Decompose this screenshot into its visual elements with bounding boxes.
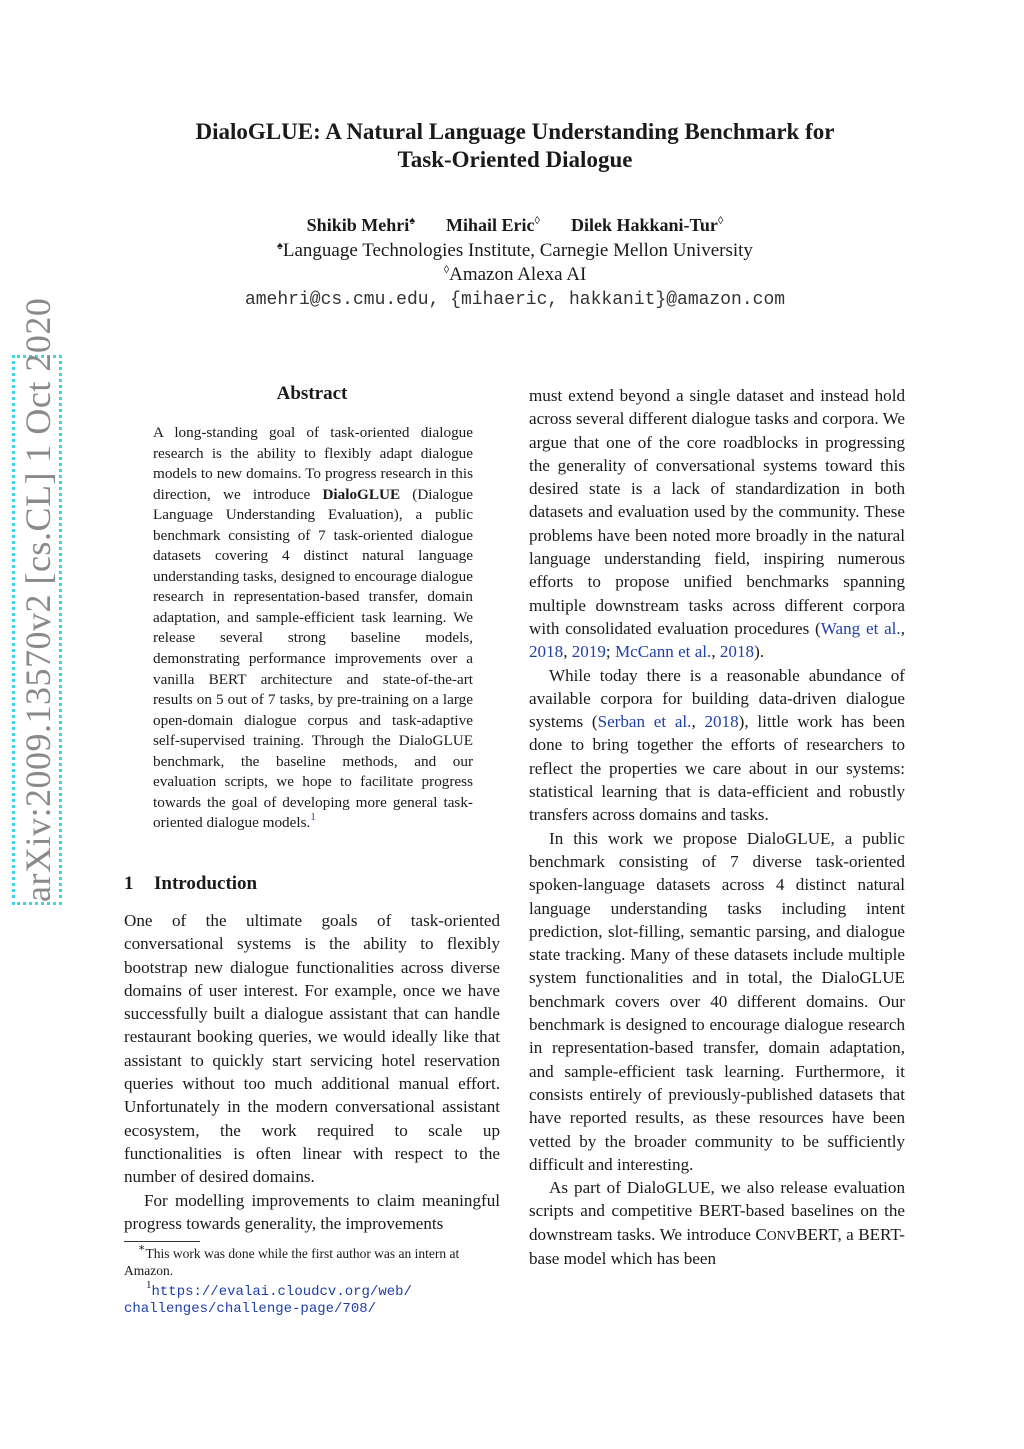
title-line-1: DialoGLUE: A Natural Language Understanding Benchmark for — [195, 119, 835, 144]
affiliation-amazon — [130, 263, 900, 287]
arxiv-stamp: arXiv:2009.13570v2 [cs.CL] 1 Oct 2020 — [12, 355, 62, 905]
affiliation-cmu — [130, 239, 900, 263]
right-paragraph-2: While today there is a reasonable abundance of available corpora for building data-driven dialogue systems (Serban et al., 2018), little work has been done to bring together the efforts of researchers to reflect the properties we care about in our systems: statistical learning that is data-efficient and robustly transfers across domains and tasks. — [529, 665, 906, 825]
citation-serban-2018[interactable]: 2018 — [704, 712, 739, 732]
citation-wang-2018[interactable]: 2018 — [529, 642, 564, 662]
diamond-mark: ◊ — [717, 215, 724, 227]
section-title: Introduction — [154, 873, 258, 894]
footnote-star-mark: ∗ — [138, 1242, 146, 1254]
spade-mark: ♠ — [409, 215, 416, 227]
convbert-bert: BERT — [796, 1224, 838, 1244]
right-paragraph-2-text-b: ), little work has been done to bring together the efforts of researchers to reflect the properties we care about in our systems: statistical learning that is data-efficient and robustly transfers across domains and tasks. — [529, 712, 906, 825]
convbert-onv: ONV — [766, 1227, 797, 1243]
footnote-divider — [124, 1241, 200, 1242]
author-eric: Mihail Eric — [446, 215, 535, 235]
section-number: 1 — [124, 873, 134, 894]
author-hakkani-tur: Dilek Hakkani-Tur — [570, 215, 718, 235]
left-column-body — [124, 909, 500, 1235]
citation-mccann-2018[interactable]: 2018 — [719, 642, 755, 662]
footnote-ref-1[interactable]: 1 — [310, 811, 316, 824]
right-paragraph-4-text-a: As part of DialoGLUE, we also release evaluation scripts and competitive BERT-based baselines on the downstream tasks. We introduce — [529, 1178, 905, 1244]
affiliation-cmu-text: Language Technologies Institute, Carnegie Mellon University — [282, 240, 753, 261]
intro-paragraph-1: One of the ultimate goals of task-oriented conversational systems is the ability to flexibly bootstrap new dialogue functionalities across diverse domains of user interest. For example, once we have successfully built a dialogue assistant that can handle restaurant booking queries, we would ideally like that assistant to quickly start servicing hotel reservation queries without too much additional manual effort. Unfortunately in the modern conversational assistant ecosystem, the work required to scale up functionalities is often linear with respect to the number of desired domains. — [124, 911, 500, 1187]
citation-wang[interactable]: Wang et al. — [820, 618, 901, 638]
section-heading-introduction — [124, 873, 257, 895]
spade-mark: ♠ — [277, 240, 283, 252]
right-paragraph-1-text: must extend beyond a single dataset and instead hold across several different dialogue tasks and corpora. We argue that one of the core roadblocks in progressing the generality of conversational systems toward this desired state is a lack of standardization in both datasets and evaluation used by the community. These problems have been noted more broadly in the natural language understanding field, inspiring numerous efforts to propose unified benchmarks spanning multiple downstream tasks across different corpora with consolidated evaluation procedures ( — [529, 386, 905, 638]
right-paragraph-4-text-b: , a BERT-base model which has been — [529, 1224, 905, 1268]
footnote-url-line-1[interactable]: https://evalai.cloudcv.org/web/ — [151, 1283, 412, 1300]
footnote-url-line-2[interactable]: challenges/challenge-page/708/ — [124, 1301, 377, 1318]
author-mehri: Shikib Mehri — [306, 215, 410, 235]
author-emails: amehri@cs.cmu.edu, {mihaeric, hakkanit}@amazon.com — [244, 290, 786, 310]
citation-serban[interactable]: Serban et al. — [597, 712, 692, 732]
convbert-c: C — [755, 1224, 767, 1244]
right-column-body — [529, 384, 905, 1270]
citation-wang-2019[interactable]: 2019 — [571, 642, 606, 662]
footnote-1 — [124, 1278, 500, 1319]
footnote-star-text: This work was done while the first author was an intern at Amazon. — [124, 1246, 460, 1278]
abstract-text-1: A long-standing goal of task-oriented dialogue research is the ability to flexibly adapt dialogue models to new domains. To progress research in this direction, we introduce — [153, 424, 473, 503]
paper-title — [130, 118, 900, 174]
citation-mccann[interactable]: McCann et al. — [614, 642, 712, 662]
right-paragraph-2-text-a: While today there is a reasonable abundance of available corpora for building data-driven dialogue systems ( — [529, 665, 905, 732]
diamond-mark: ◊ — [443, 264, 450, 276]
title-line-2: Task-Oriented Dialogue — [397, 147, 633, 172]
abstract-body — [153, 423, 473, 834]
author-list — [130, 213, 900, 237]
diamond-mark: ◊ — [534, 215, 540, 227]
intro-paragraph-2: For modelling improvements to claim meaningful progress towards generality, the improvements — [124, 1190, 500, 1233]
abstract-benchmark-name: DialoGLUE — [322, 485, 401, 503]
footnotes — [124, 1242, 500, 1318]
right-paragraph-3: In this work we propose DialoGLUE, a public benchmark consisting of 7 diverse task-oriented spoken-language datasets across 4 distinct natural language understanding tasks including intent prediction, slot-filling, semantic parsing, and dialogue state tracking. Many of these datasets include multiple system functionalities and in total, the DialoGLUE benchmark covers over 40 different domains. Our benchmark is designed to encourage dialogue research in representation-based transfer, domain adaptation, and sample-efficient task learning. Furthermore, it consists entirely of previously-published datasets that have reported results, as these resources have been vetted by the broader community to be sufficiently difficult and interesting. — [529, 828, 905, 1174]
abstract-heading: Abstract — [276, 383, 348, 404]
right-paragraph-4 — [529, 1176, 905, 1270]
abstract-text-2: (Dialogue Language Understanding Evaluation), a public benchmark consisting of 7 task-oriented dialogue datasets covering 4 distinct natural language understanding tasks, designed to encourage dialogue research in representation-based transfer, domain adaptation, and sample-efficient task learning. We release several strong baseline models, demonstrating performance improvements over a vanilla BERT architecture and state-of-the-art results on 5 out of 7 tasks, by pre-training on a large open-domain dialogue corpus and task-adaptive self-supervised training. Through the DialoGLUE benchmark, the baseline methods, and our evaluation scripts, we hope to facilitate progress towards the goal of developing more general task-oriented dialogue models. — [153, 485, 474, 832]
affiliation-amazon-text: Amazon Alexa AI — [449, 264, 587, 285]
convbert-name — [755, 1225, 837, 1244]
right-paragraph-1: must extend beyond a single dataset and instead hold across several different dialogue tasks and corpora. We argue that one of the core roadblocks in progressing the generality of conversational systems toward this desired state is a lack of standardization in both datasets and evaluation used by the community. These problems have been noted more broadly in the natural language understanding field, inspiring numerous efforts to propose unified benchmarks spanning multiple downstream tasks across different corpora with consolidated evaluation procedures (Wang et al., 2018, 2019; McCann et al., 2018). — [529, 386, 905, 662]
footnote-1-mark: 1 — [146, 1278, 152, 1291]
footnote-star — [124, 1242, 500, 1280]
